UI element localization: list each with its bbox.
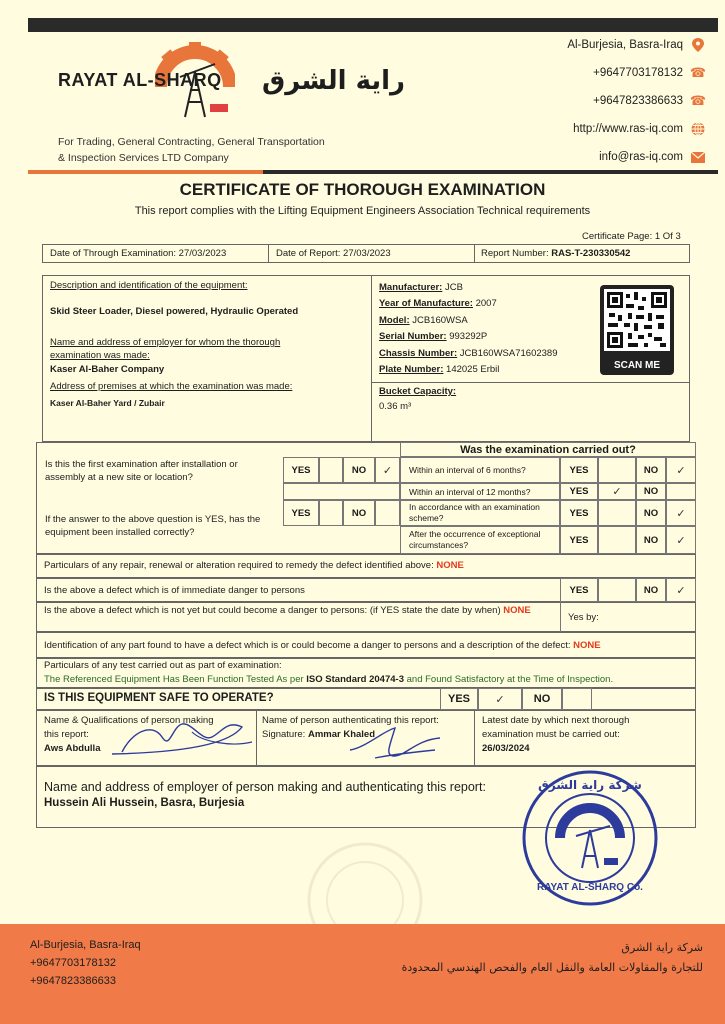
document-title: CERTIFICATE OF THOROUGH EXAMINATION	[179, 180, 546, 199]
plate-row: Plate Number: 142025 Erbil	[379, 364, 500, 376]
footer-company-arabic: شركة راية الشرق	[621, 941, 703, 954]
exam-exceptional-no-checkbox[interactable]: ✓	[666, 526, 696, 554]
q1-no-label: NO	[343, 457, 375, 483]
footer-phone-2: +9647823386633	[30, 975, 116, 987]
employer-report-value: Hussein Ali Hussein, Basra, Burjesia	[44, 797, 245, 809]
year-row: Year of Manufacture: 2007	[379, 298, 497, 310]
question-installed-correctly: If the answer to the above question is YES, has the equipment been installed correctly?	[45, 514, 261, 538]
contact-website[interactable]: http://www.ras-iq.com	[573, 122, 705, 136]
safe-no-box[interactable]	[562, 688, 592, 710]
phone-icon: ☎	[689, 65, 707, 80]
exam-6-no-checkbox[interactable]: ✓	[666, 457, 696, 483]
exam-6-no-label: NO	[636, 457, 666, 483]
exam-exceptional-no-label: NO	[636, 526, 666, 554]
report-number: Report Number: RAS-T-230330542	[481, 248, 631, 259]
divider	[371, 382, 690, 383]
exam-row-scheme: In accordance with an examination scheme?	[400, 500, 560, 526]
divider	[560, 602, 561, 632]
qr-code-icon	[604, 289, 670, 351]
tagline-line-2: & Inspection Services LTD Company	[58, 152, 229, 164]
exam-scheme-no-label: NO	[636, 500, 666, 526]
q1-yes-label: YES	[283, 457, 319, 483]
document-subtitle: This report complies with the Lifting Equipment Engineers Association Technical requirements	[134, 205, 591, 217]
description-value: Skid Steer Loader, Diesel powered, Hydraulic Operated	[50, 306, 299, 317]
exam-6-yes-box[interactable]	[598, 457, 636, 483]
danger-yes-box[interactable]	[598, 578, 636, 602]
danger-no-checkbox[interactable]: ✓	[666, 578, 696, 602]
divider	[268, 244, 269, 263]
logo-english: RAYAT AL-SHARQ	[58, 70, 222, 90]
safe-yes-checkbox[interactable]: ✓	[478, 688, 522, 710]
divider	[474, 244, 475, 263]
question-first-exam: Is this the first examination after installation or assembly at a new site or location?	[45, 459, 238, 483]
exam-12-yes-label: YES	[560, 483, 598, 500]
test-value: The Referenced Equipment Has Been Function Tested As per ISO Standard 20474-3 and Found Satisfactory at the Time of Inspection.	[44, 674, 614, 685]
exam-header: Was the examination carried out?	[400, 442, 696, 457]
contact-address: Al-Burjesia, Basra-Iraq	[567, 38, 705, 52]
contact-email[interactable]: info@ras-iq.com	[599, 150, 705, 164]
danger-text: Is the above a defect which is of immediate danger to persons	[44, 585, 305, 596]
qr-code[interactable]	[600, 285, 674, 375]
repair-text: Particulars of any repair, renewal or alteration required to remedy the defect identified above: NONE	[44, 560, 464, 571]
header-rule-orange	[28, 170, 263, 174]
exam-12-no-box[interactable]	[666, 483, 696, 500]
manufacturer-row: Manufacturer: JCB	[379, 282, 463, 293]
exam-12-yes-checkbox[interactable]: ✓	[598, 483, 636, 500]
report-date: Date of Report: 27/03/2023	[276, 248, 391, 259]
q2-yes-box[interactable]	[319, 500, 343, 526]
person-making-report: Name & Qualifications of person making this report: Aws Abdulla	[44, 715, 214, 754]
globe-icon	[691, 122, 705, 136]
premises-label: Address of premises at which the examination was made:	[50, 381, 293, 392]
danger-no-label: NO	[636, 578, 666, 602]
exam-date: Date of Through Examination: 27/03/2023	[50, 248, 227, 259]
tagline	[58, 134, 325, 166]
divider	[474, 710, 475, 766]
contact-phone-1: +9647703178132 ☎	[593, 65, 707, 80]
blank-cell	[283, 483, 400, 500]
stamp-text-english: RAYAT AL-SHARQ Co.	[537, 882, 643, 893]
certificate-page: Certificate Page: 1 Of 3	[582, 231, 681, 242]
premises-value: Kaser Al-Baher Yard / Zubair	[50, 398, 165, 408]
serial-row: Serial Number: 993292P	[379, 331, 488, 343]
description-label: Description and identification of the equipment:	[50, 280, 248, 291]
employer-value: Kaser Al-Baher Company	[50, 364, 165, 375]
q1-yes-box[interactable]	[319, 457, 343, 483]
logo-arabic: راية الشرق	[262, 66, 406, 96]
safe-yes-label: YES	[440, 688, 478, 710]
employer-label-2: examination was made:	[50, 350, 150, 361]
safe-no-label: NO	[522, 688, 562, 710]
bucket-value: 0.36 m³	[379, 401, 412, 412]
mail-icon	[691, 150, 705, 164]
equipment-specs	[379, 280, 558, 378]
next-exam-date: Latest date by which next thorough examination must be carried out: 26/03/2024	[482, 715, 630, 754]
stamp-text-arabic: شركة راية الشرق	[538, 778, 642, 792]
phone-icon: ☎	[689, 93, 707, 108]
exam-12-no-label: NO	[636, 483, 666, 500]
yes-by-label: Yes by:	[568, 612, 599, 623]
footer-activities-arabic: للتجارة والمقاولات العامة والنقل العام والفحص الهندسي المحدودة	[401, 961, 703, 974]
contact-phone-2: +9647823386633 ☎	[593, 93, 707, 108]
tagline-line-1: For Trading, General Contracting, General Transportation	[58, 136, 325, 148]
employer-report-label: Name and address of employer of person making and authenticating this report:	[44, 780, 486, 794]
identification-text: Identification of any part found to have a defect which is or could become a danger to persons and a description of the defect: NONE	[44, 640, 601, 651]
safe-question: IS THIS EQUIPMENT SAFE TO OPERATE?	[44, 692, 274, 704]
footer-address: Al-Burjesia, Basra-Iraq	[30, 939, 141, 951]
employer-label-1: Name and address of employer for whom the thorough	[50, 337, 281, 348]
bucket-label: Bucket Capacity:	[379, 386, 457, 397]
exam-exceptional-yes-label: YES	[560, 526, 598, 554]
exam-row-exceptional: After the occurrence of exceptional circumstances?	[400, 526, 560, 554]
q2-yes-label: YES	[283, 500, 319, 526]
authenticating-person: Name of person authenticating this report: Signature: Ammar Khaled	[262, 715, 439, 740]
top-bar	[28, 18, 718, 32]
header-rule-dark	[263, 170, 718, 174]
footer-arabic	[402, 938, 703, 978]
test-label: Particulars of any test carried out as part of examination:	[44, 660, 282, 671]
signature-ammar-khaled	[345, 720, 445, 764]
exam-row-6-months: Within an interval of 6 months?	[400, 457, 560, 483]
q2-no-label: NO	[343, 500, 375, 526]
danger-yes-label: YES	[560, 578, 598, 602]
exam-scheme-yes-label: YES	[560, 500, 598, 526]
signature-aws-abdulla	[92, 712, 262, 760]
location-icon	[691, 38, 705, 52]
q1-no-checkbox[interactable]: ✓	[375, 457, 400, 483]
exam-row-12-months: Within an interval of 12 months?	[400, 483, 560, 500]
footer-phone-1: +9647703178132	[30, 957, 116, 969]
divider	[371, 275, 372, 442]
future-danger-text: Is the above a defect which is not yet but could become a danger to persons: (if YES state the date by when) NONE	[44, 605, 531, 616]
q2-no-box[interactable]	[375, 500, 400, 526]
exam-scheme-yes-box[interactable]	[598, 500, 636, 526]
model-row: Model: JCB160WSA	[379, 314, 468, 326]
chassis-row: Chassis Number: JCB160WSA71602389	[379, 347, 558, 359]
exam-6-yes-label: YES	[560, 457, 598, 483]
exam-exceptional-yes-box[interactable]	[598, 526, 636, 554]
scan-me-label: SCAN ME	[613, 360, 661, 371]
exam-scheme-no-checkbox[interactable]: ✓	[666, 500, 696, 526]
footer-contact	[30, 936, 141, 990]
